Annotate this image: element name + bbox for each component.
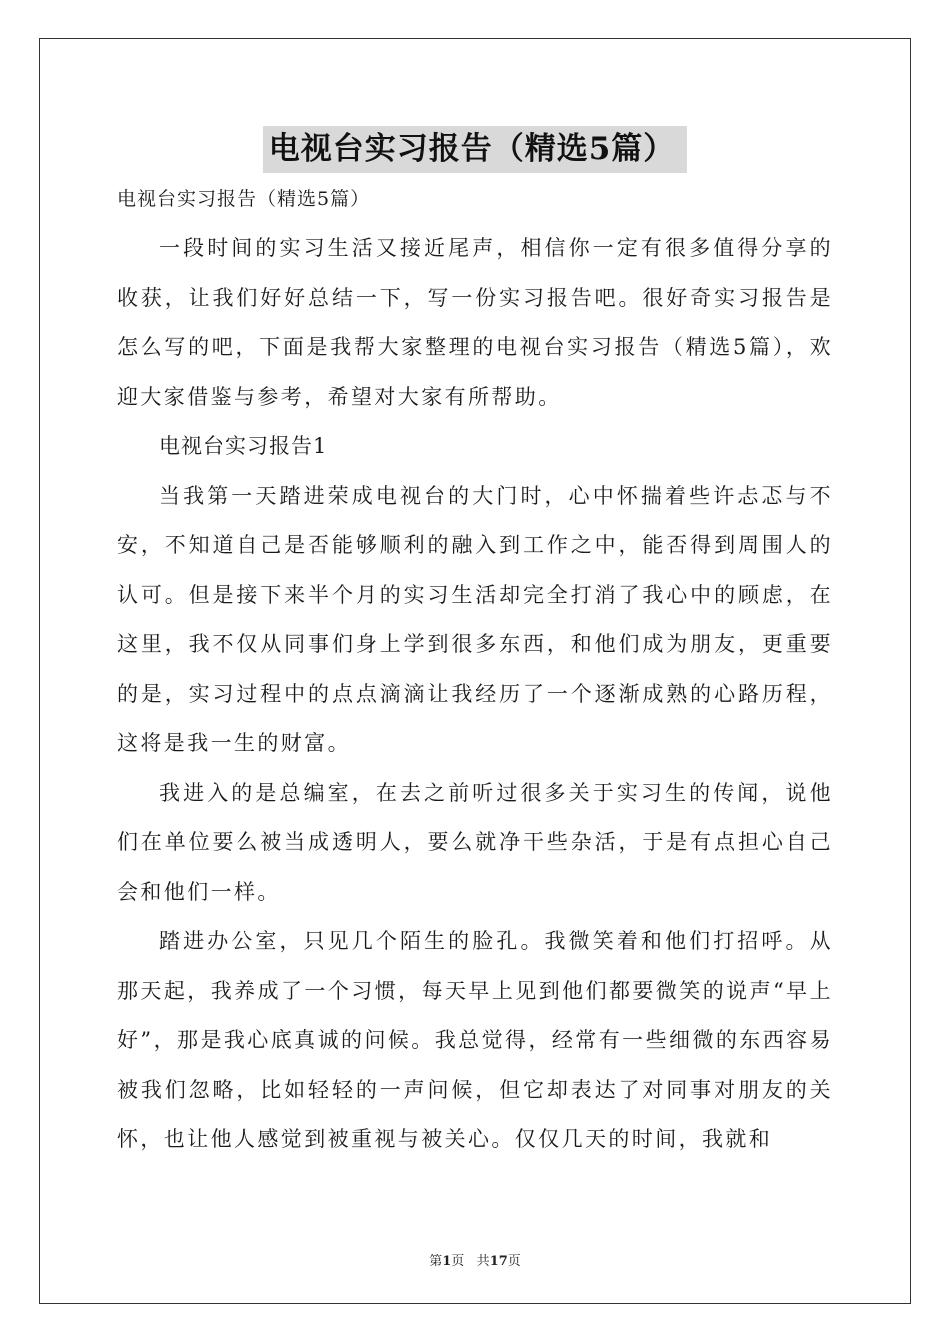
intro-paragraph: 一段时间的实习生活又接近尾声，相信你一定有很多值得分享的收获，让我们好好总结一下，写一份实习报告吧。很好奇实习报告是怎么写的吧，下面是我帮大家整理的电视台实习报告（精选5篇），欢迎大家借鉴与参考，希望对大家有所帮助。: [117, 236, 833, 409]
title-container: [0, 126, 950, 173]
body-paragraph: 我进入的是总编室，在去之前听过很多关于实习生的传闻，说他们在单位要么被当成透明人，要么就净干些杂活，于是有点担心自己会和他们一样。: [117, 780, 833, 904]
total-prefix: 共: [476, 1254, 490, 1269]
page-footer: [0, 1250, 950, 1269]
section-heading: 电视台实习报告1: [159, 434, 328, 458]
document-body: [117, 224, 833, 1165]
body-paragraph: 踏进办公室，只见几个陌生的脸孔。我微笑着和他们打招呼。从那天起，我养成了一个习惯，每天早上见到他们都要微笑的说声“早上好”，那是我心底真诚的问候。我总觉得，经常有一些细微的东西容易被我们忽略，比如轻轻的一声问候，但它却表达了对同事对朋友的关怀，也让他人感觉到被重视与被关心。仅仅几天的时间，我就和: [117, 929, 833, 1151]
total-suffix: 页: [507, 1254, 521, 1269]
document-title: 电视台实习报告（精选5篇）: [263, 126, 688, 173]
body-paragraph: 当我第一天踏进荣成电视台的大门时，心中怀揣着些许忐忑与不安，不知道自己是否能够顺利的融入到工作之中，能否得到周围人的认可。但是接下来半个月的实习生活却完全打消了我心中的顾虑，在这里，我不仅从同事们身上学到很多东西，和他们成为朋友，更重要的是，实习过程中的点点滴滴让我经历了一个逐渐成熟的心路历程，这将是我一生的财富。: [117, 483, 833, 755]
total-pages: 17: [489, 1254, 508, 1269]
document-subtitle: 电视台实习报告（精选5篇）: [117, 188, 371, 210]
page-prefix: 第: [429, 1254, 443, 1269]
page-suffix: 页: [451, 1254, 465, 1269]
page-number: 1: [442, 1254, 452, 1269]
